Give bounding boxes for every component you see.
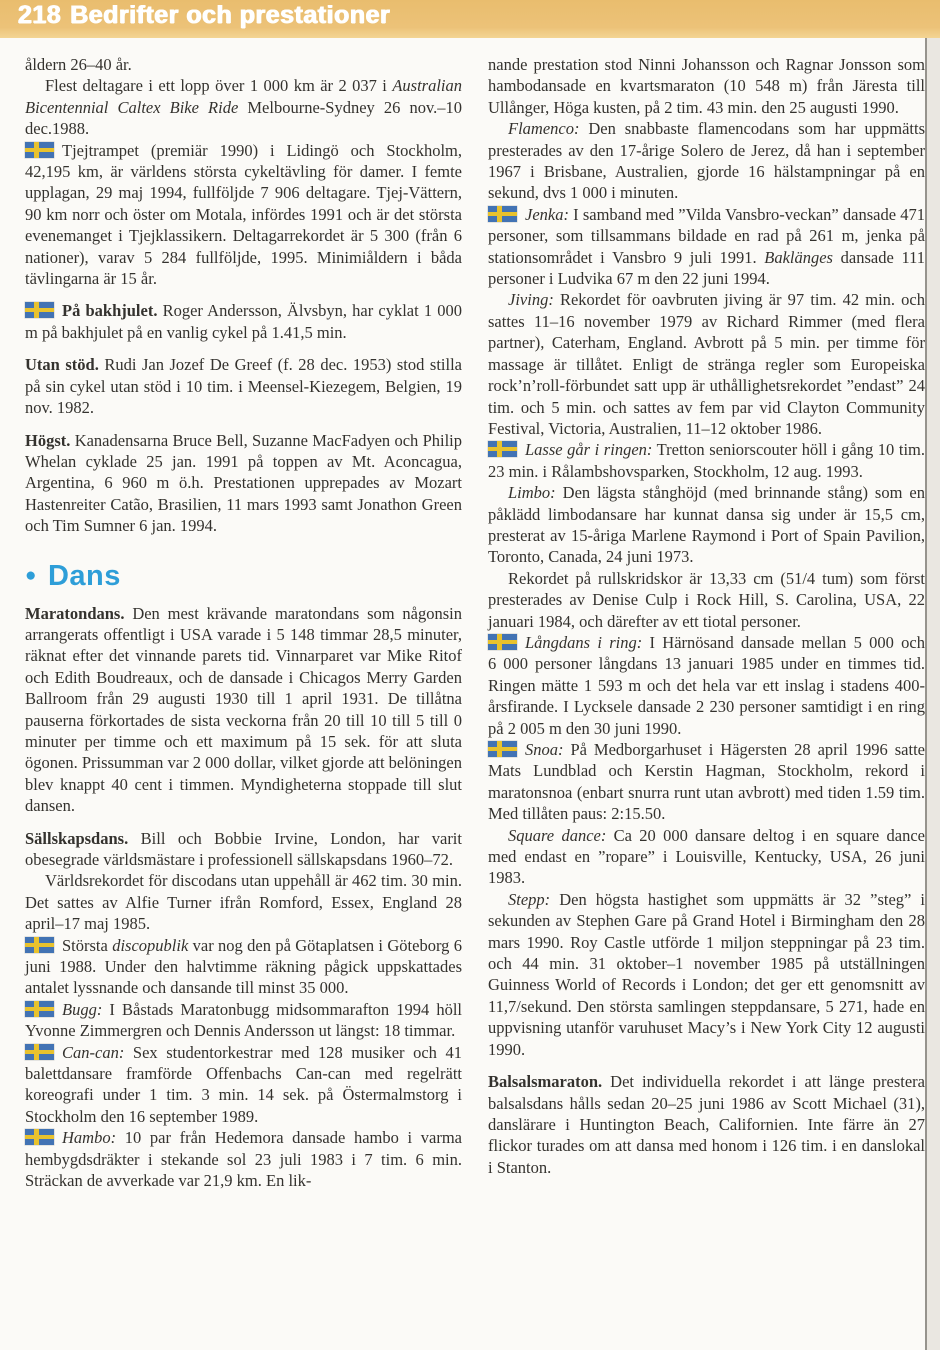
record-title: På bakhjulet. xyxy=(62,301,163,321)
record-paragraph xyxy=(25,1127,462,1191)
chapter-title: Bedrifter och prestationer xyxy=(70,1,391,29)
record-paragraph xyxy=(488,889,925,1060)
record-text: Tjejtrampet (premiär 1990) i Lidingö och Stockholm, 42,195 km, är världens största cykeltävling för damer. I femte upplagan, 29 maj 1994, fullföljde 7 906 deltagare. Tjej-Vättern, 90 km norr och öster om Motala, infördes 1991 och är det största evenemanget i Tjejklassikern. Deltagarrekordet är 5 300 (från 6 nationer), varav 5 284 fullföljde, 1995. Minimiåldern i båda tävlingarna är 15 år. xyxy=(25,140,462,289)
section-heading-dans xyxy=(25,561,462,591)
record-paragraph xyxy=(25,75,462,139)
record-text: Den mest krävande maratondans som någonsin arrangerats offentligt i USA varade i 5 148 timmar 28,5 minuter, räknat efter det vinnande parets tid. Vinnarparet var Mike Ritof och Edith Boudreaux, och de dansade i Chicagos Merry Garden Ballroom från 29 augusti 1930 till 1 april 1931. De tillåtna pauserna förkortades de sista veckorna från 20 till 10 till 5 till 0 minuter per timme och ett maximum på 15 sek. för att sluta ögonen. Prissumman var 2 000 dollar, vilket gjorde att belöningen blev knappt 40 cent i timmen. Myndigheterna stoppade till slut dansen. xyxy=(25,603,462,816)
record-paragraph xyxy=(25,999,462,1042)
record-text: Roger Andersson, Älvsbyn, har cyklat 1 000 m på bakhjulet på en vanlig cykel på 1.41,5 min. xyxy=(25,301,462,342)
swedish-flag-icon xyxy=(25,142,54,158)
record-text: Den snabbaste flamencodans som har uppmätts presterades av den 17-årige Solero de Jerez, då han i september 1967 i Brisbane, Australien, gjorde 16 hälstampningar på en sekund, dvs 1 000 i minuten. xyxy=(488,119,925,203)
record-paragraph xyxy=(25,430,462,537)
record-term: Jenka: xyxy=(525,204,569,224)
swedish-flag-icon xyxy=(25,1044,54,1060)
chapter-header-band xyxy=(0,0,940,38)
record-term: Hambo: xyxy=(62,1128,117,1148)
record-term: Can-can: xyxy=(62,1042,125,1062)
record-paragraph xyxy=(25,603,462,817)
record-title: Högst. xyxy=(25,430,75,450)
record-text: Ca 20 000 dansare deltog i en square dance med endast en ”ropare” i Louisville, Kentucky, USA, 26 juni 1983. xyxy=(488,825,925,888)
record-paragraph xyxy=(25,828,462,871)
record-paragraph xyxy=(488,482,925,568)
record-term: Lasse går i ringen: xyxy=(525,440,653,460)
record-paragraph xyxy=(488,825,925,889)
record-paragraph xyxy=(488,54,925,118)
record-text: Rekordet på rullskridskor är 13,33 cm (51/4 tum) som först presterades av Denise Culp i Rock Hill, S. Carolina, USA, 22 januari 1984, och därefter av ett tiotal personer. xyxy=(488,568,925,631)
record-text: 10 par från Hedemora dansade hambo i varma hembygdsdräkter i stekande sol 23 juli 1983 i 7 tim. 6 min. Sträckan de avverkade var 21,9 km. En lik- xyxy=(25,1128,462,1191)
record-term: Baklänges xyxy=(764,247,833,267)
swedish-flag-icon xyxy=(25,937,54,953)
record-paragraph xyxy=(488,1071,925,1178)
right-column xyxy=(488,54,925,1192)
record-text: Rekordet för oavbruten jiving är 97 tim. 42 min. och sattes 11–16 november 1979 av Richard Rimmer (med flera partner), Caterham, England. Avbrott på 5 min. per timme för massage är tillåtet. Enligt de stränga regler som Europeiska rock’n’roll-förbundet satt upp är uthållighetsrekordet ”endast” 24 tim. och 5 min. och sattes av fem par vid Clayton Community Festival, Victoria, Australien, 11–12 oktober 1986. xyxy=(488,290,925,438)
record-text: Flest deltagare i ett lopp över 1 000 km är 2 037 i xyxy=(45,76,393,96)
record-text: Rudi Jan Jozef De Greef (f. 28 dec. 1953) stod stilla på sin cykel utan stöd i 10 tim. i Meensel-Kiezegem, Belgien, 19 nov. 1982. xyxy=(25,355,462,418)
record-text: Den lägsta stånghöjd (med brinnande stång) som en påklädd limbodansare har kunnat dansa sig under är 15,5 cm, presterat av 15-åriga Marlene Raymond i Port of Spain Pavilion, Toronto, Canada, 24 juni 1973. xyxy=(488,483,925,567)
text-columns xyxy=(25,54,925,1192)
swedish-flag-icon xyxy=(488,206,517,222)
page-number: 218 xyxy=(18,1,62,29)
record-paragraph xyxy=(25,140,462,290)
record-term: Långdans i ring: xyxy=(525,632,643,652)
record-term: Flamenco: xyxy=(508,119,580,139)
page-edge-shadow xyxy=(925,38,940,1350)
record-paragraph xyxy=(488,204,925,290)
record-paragraph xyxy=(488,739,925,825)
record-term: Stepp: xyxy=(508,889,551,909)
record-text: I Härnösand dansade mellan 5 000 och 6 000 personer långdans 13 januari 1985 under en timmes tid. Ringen mätte 1 593 m och det hela var ett inslag i stadens 400-årsfirande. I Lycksele dansade 2 230 personer samtidigt i en ring på 2 005 m den 30 juni 1990. xyxy=(488,632,925,738)
record-title: Sällskapsdans. xyxy=(25,828,141,848)
record-term: Square dance: xyxy=(508,825,607,845)
record-paragraph xyxy=(25,935,462,999)
record-text: dansade 111 personer i Ludvika 67 m den 22 juni 1994. xyxy=(488,247,925,289)
record-paragraph xyxy=(488,632,925,739)
record-term: discopublik xyxy=(112,935,189,955)
record-text: Melbourne-Sydney 26 nov.–10 dec.1988. xyxy=(25,97,462,139)
record-term: Snoa: xyxy=(525,740,564,759)
record-text: Största xyxy=(62,935,113,955)
record-text: I Båstads Maratonbugg midsommarafton 1994 höll Yvonne Zimmergren och Dennis Andersson ut längst: 18 timmar. xyxy=(25,999,462,1041)
record-text: var nog den på Götaplatsen i Göteborg 6 juni 1988. Under den halvtimme räkning pågick uppskattades antalet lyssnande och dansande till minst 35 000. xyxy=(25,935,462,998)
section-bullet-icon: ● xyxy=(25,564,37,586)
swedish-flag-icon xyxy=(25,1001,54,1017)
left-column xyxy=(25,54,462,1192)
record-text: Kanadensarna Bruce Bell, Suzanne MacFadyen och Philip Whelan cyklade 25 jan. 1991 på toppen av Mt. Aconcagua, Argentina, 6 960 m ö.h. Prestationen upprepades av Mozart Hastenreiter Catão, Brasilien, 11 mars 1993 samt Jonathon Green och Tim Sumner 6 jan. 1994. xyxy=(25,430,463,536)
swedish-flag-icon xyxy=(25,1129,54,1145)
record-paragraph xyxy=(488,439,925,482)
record-term: Limbo: xyxy=(508,483,556,503)
record-paragraph xyxy=(488,289,925,439)
record-text: I samband med ”Vilda Vansbro-veckan” dansade 471 personer, som tillsammans bildade en rad på 261 m, jenka på stationsområdet i Vansbro 9 juli 1991. xyxy=(488,204,925,267)
record-text: Världsrekordet för discodans utan uppehåll är 462 tim. 30 min. Det sattes av Alfie Turner ifrån Romford, Essex, England 28 april–17 maj 1985. xyxy=(25,871,462,934)
record-title: Balsalsmaraton. xyxy=(488,1072,611,1092)
record-text: Den högsta hastighet som uppmätts är 32 ”steg” i sekunden av Stephen Gare på Grand Hotel i Birmingham den 28 mars 1990. Roy Castle utförde 1 miljon steppningar på 23 tim. och 44 min. 31 oktober–1 november 1985 på utställningen Guinness World of Records i London; det ger ett genomsnitt av 11,7/sekund. Den största samlingen steppdansare, 5 271, hade en uppvisning utanför varuhuset Macy’s i New York City 12 augusti 1990. xyxy=(488,889,925,1059)
record-paragraph xyxy=(488,568,925,632)
record-text: På Medborgarhuset i Hägersten 28 april 1996 satte Mats Lundblad och Kerstin Hagman, Stockholm, rekord i maratonsnoa (enbart snurra runt utan avbrott) med tiden 1.59 tim. Med tillåten paus: 2:15.50. xyxy=(488,740,925,824)
record-paragraph xyxy=(25,54,462,75)
record-title: Utan stöd. xyxy=(25,355,105,375)
record-paragraph xyxy=(25,300,462,343)
record-text: Bill och Bobbie Irvine, London, har varit obesegrade världsmästare i professionell sällskapsdans 1960–72. xyxy=(25,828,462,869)
section-heading-label: Dans xyxy=(47,559,121,592)
record-text: Det individuella rekordet i att länge prestera balsalsdans hålls sedan 20–25 juni 1986 av Scott Michael (31), danslärare i Huntington Beach, Californien. Inte färre än 27 flickor turades om att dansa med honom i 126 tim. i en danslokal i Stanton. xyxy=(488,1072,925,1177)
record-term: Jiving: xyxy=(508,290,554,310)
record-paragraph xyxy=(25,870,462,934)
record-term: Australian Bicentennial Caltex Bike Ride xyxy=(25,76,462,117)
swedish-flag-icon xyxy=(488,634,517,650)
record-text: Tretton seniorscouter höll i gång 10 tim. 23 min. i Rålambshovsparken, Stockholm, 12 aug. 1993. xyxy=(488,440,925,481)
record-paragraph xyxy=(488,118,925,204)
record-text: åldern 26–40 år. xyxy=(25,55,132,74)
chapter-header xyxy=(18,1,390,30)
record-term: Bugg: xyxy=(62,999,103,1019)
swedish-flag-icon xyxy=(488,741,517,757)
record-paragraph xyxy=(25,354,462,418)
record-text: nande prestation stod Ninni Johansson och Ragnar Jonsson som hambodansade en kvartsmaraton (10 548 m) från Järesta till Ullånger, Höga kusten, på 2 tim. 43 min. den 25 augusti 1990. xyxy=(488,55,925,117)
swedish-flag-icon xyxy=(488,441,517,457)
record-paragraph xyxy=(25,1042,462,1128)
swedish-flag-icon xyxy=(25,302,54,318)
record-title: Maratondans. xyxy=(25,603,133,623)
record-text: Sex studentorkestrar med 128 musiker och 41 balettdansare framförde Offenbachs Can-can med regelrätt koreografi under 1 tim. 3 min. 14 sek. på Östermalmstorg i Stockholm den 16 september 1989. xyxy=(25,1042,462,1126)
